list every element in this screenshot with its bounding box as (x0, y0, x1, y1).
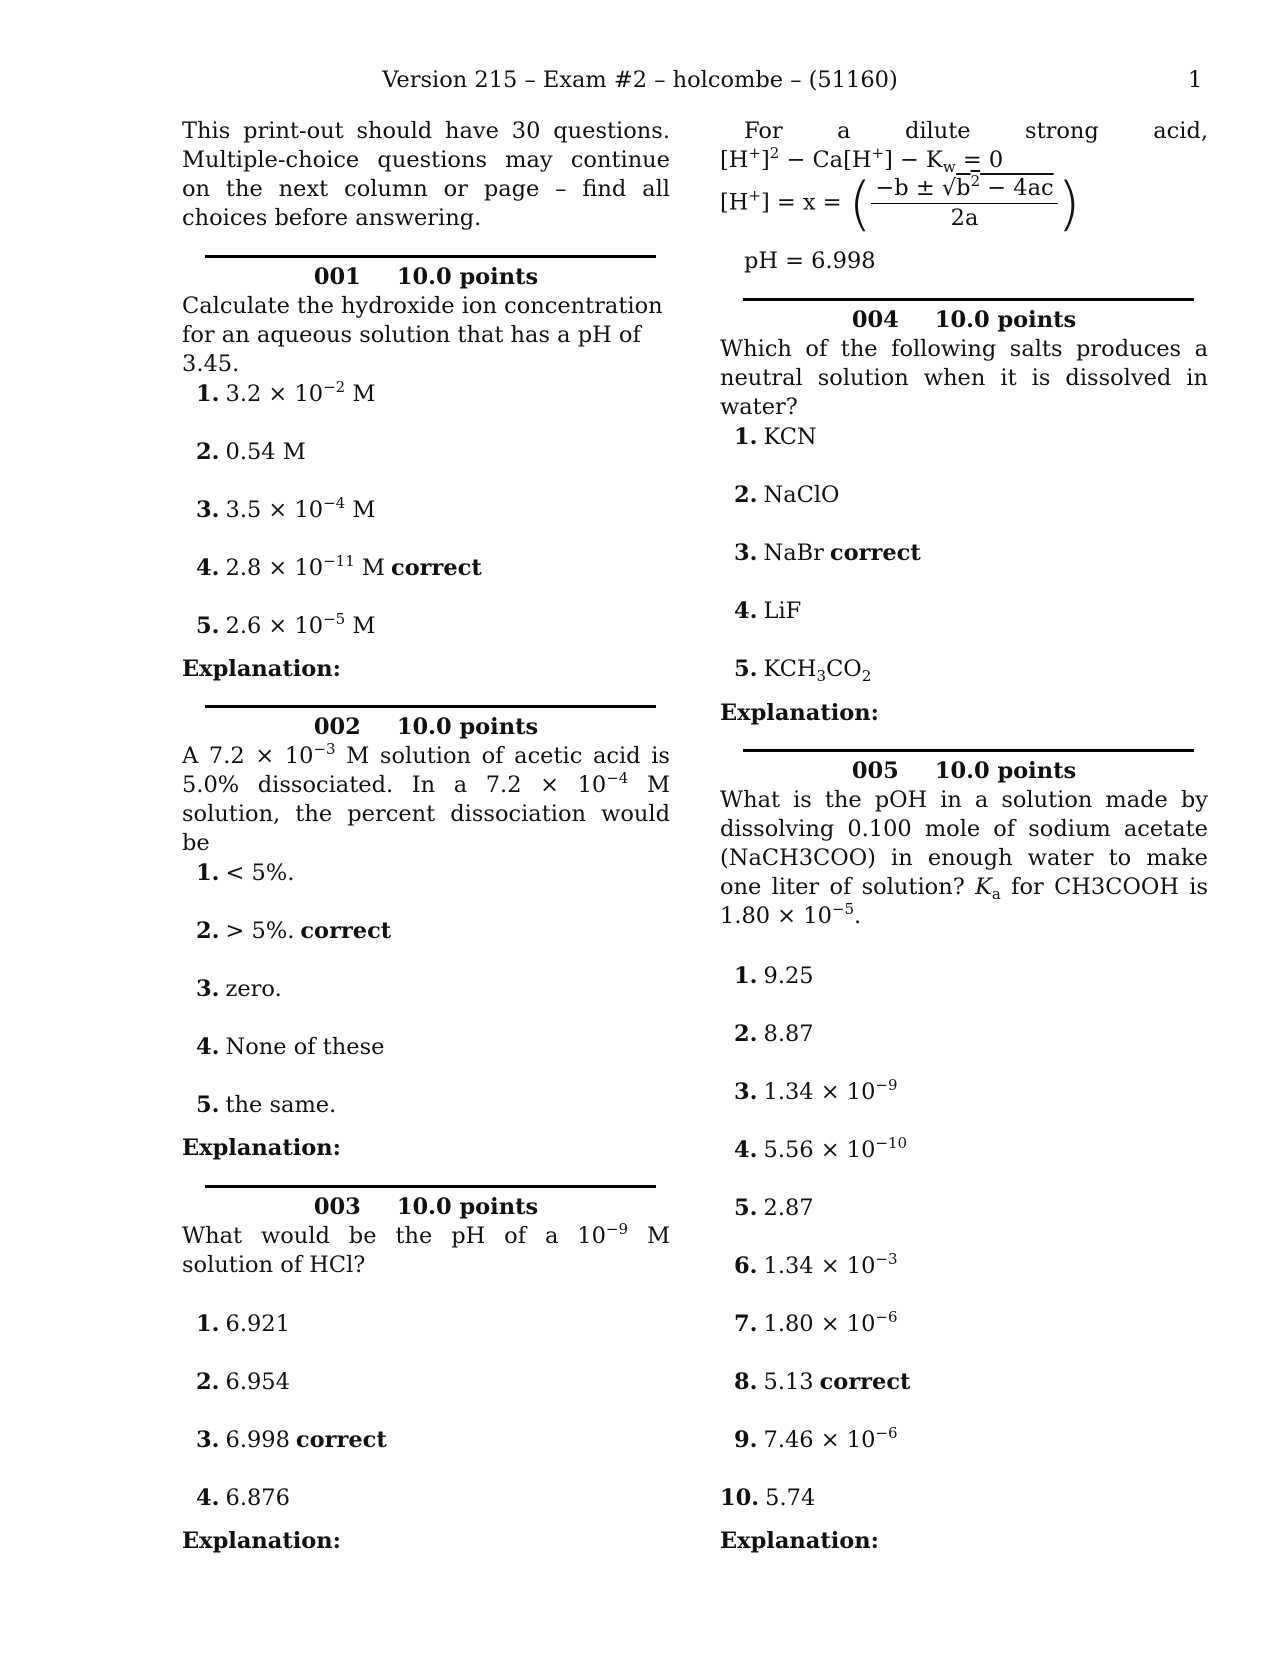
question-002-header (182, 713, 670, 742)
question-001-text: Calculate the hydroxide ion concentration for an aqueous solution that has a pH of 3.45. (182, 293, 663, 377)
correct-marker: correct (829, 540, 921, 566)
q2-choice-4: 4. None of these (196, 1034, 385, 1060)
q5-choice-10: 10. 5.74 (720, 1485, 816, 1511)
q4-choice-2: 2. NaClO (734, 482, 840, 508)
q2-choice-1: 1. < 5%. (196, 860, 295, 886)
question-005-text: What is the pOH in a solution made by dissolving 0.100 mole of sodium acetate (NaCH3COO) in enough water to make one liter of solution? $K_a$ for CH3COOH is $1.80 \times 10^{-5}$. (720, 787, 1209, 929)
q5-choice-9: 9. $7.46 \times 10^{-6}$ (734, 1424, 898, 1453)
q1-choice-4: 4. $2.8 \times 10^{-11}$ M correct (196, 552, 482, 581)
q2-choice-3: 3. zero. (196, 976, 282, 1002)
q2-choice-5: 5. the same. (196, 1092, 337, 1118)
q3-explanation-result: pH = 6.998 (744, 248, 876, 274)
correct-marker: correct (390, 555, 482, 581)
q5-choice-7: 7. $1.80 \times 10^{-6}$ (734, 1308, 898, 1337)
question-number: 003 (313, 1194, 361, 1220)
question-divider (205, 255, 656, 258)
q5-choice-3: 3. $1.34 \times 10^{-9}$ (734, 1076, 898, 1105)
q3-choice-2: 2. 6.954 (196, 1369, 290, 1395)
question-divider (743, 749, 1194, 752)
correct-marker: correct (819, 1369, 911, 1395)
q4-explanation-label: Explanation: (720, 700, 879, 726)
q5-choice-6: 6. $1.34 \times 10^{-3}$ (734, 1250, 898, 1279)
q1-explanation-label: Explanation: (182, 656, 341, 682)
question-points: 10.0 points (396, 714, 539, 740)
q3-choice-4: 4. 6.876 (196, 1485, 290, 1511)
intro-text: This print-out should have 30 questions. Multiple-choice questions may continue on the next column or page – find all choices before answering. (182, 118, 670, 231)
question-003-text: What would be the pH of a $10^{-9}$ M solution of HCl? (182, 1220, 670, 1278)
question-number: 005 (851, 758, 899, 784)
question-001-header (182, 263, 670, 292)
question-002-text: A $7.2 \times 10^{-3}$ M solution of acetic acid is 5.0% dissociated. In a $7.2 \times 10^{-4}$ M solution, the percent dissociation would be (182, 740, 670, 856)
q3-explanation-label: Explanation: (182, 1528, 341, 1554)
question-points: 10.0 points (934, 307, 1077, 333)
q3-choice-3: 3. 6.998 correct (196, 1427, 387, 1453)
correct-marker: correct (300, 918, 392, 944)
question-points: 10.0 points (396, 264, 539, 290)
q5-choice-5: 5. 2.87 (734, 1195, 814, 1221)
q4-choice-4: 4. LiF (734, 598, 802, 624)
question-points: 10.0 points (934, 758, 1077, 784)
question-divider (205, 705, 656, 708)
question-004-text: Which of the following salts produces a neutral solution when it is dissolved in water? (720, 336, 1208, 420)
q1-choice-2: 2. 0.54 M (196, 439, 306, 465)
q5-explanation-label: Explanation: (720, 1528, 879, 1554)
question-number: 001 (313, 264, 361, 290)
question-003-header (182, 1193, 670, 1222)
question-005-header (720, 757, 1208, 786)
q5-choice-1: 1. 9.25 (734, 963, 814, 989)
q4-choice-5: 5. $KCH_3CO_2$ (734, 656, 872, 685)
q5-choice-8: 8. 5.13 correct (734, 1369, 911, 1395)
q4-choice-1: 1. KCN (734, 424, 817, 450)
question-004-header (720, 306, 1208, 335)
q1-choice-3: 3. $3.5 \times 10^{-4}$ M (196, 494, 376, 523)
question-number: 004 (851, 307, 899, 333)
q5-choice-4: 4. $5.56 \times 10^{-10}$ (734, 1134, 908, 1163)
q5-choice-2: 2. 8.87 (734, 1021, 814, 1047)
page-header: Version 215 – Exam #2 – holcombe – (51160) (382, 67, 898, 93)
q2-choice-2: 2. > 5%. correct (196, 918, 392, 944)
question-number: 002 (313, 714, 361, 740)
q1-choice-5: 5. $2.6 \times 10^{-5}$ M (196, 610, 376, 639)
q3-explanation-intro: For a dilute strong acid, (744, 118, 1208, 144)
question-divider (205, 1185, 656, 1188)
question-points: 10.0 points (396, 1194, 539, 1220)
q1-choice-1: 1. $3.2 \times 10^{-2}$ M (196, 378, 376, 407)
q3-choice-1: 1. 6.921 (196, 1311, 290, 1337)
question-divider (743, 298, 1194, 301)
correct-marker: correct (295, 1427, 387, 1453)
page-number: 1 (1188, 67, 1203, 93)
q3-explanation-equation-1: $[H^+]^2 - Ca[H^+] - K_w = 0$ (720, 144, 1004, 176)
quadratic-fraction: $\frac{-b \pm √b^2 - 4ac}{2a}$ (871, 174, 1057, 233)
q2-explanation-label: Explanation: (182, 1135, 341, 1161)
q4-choice-3: 3. NaBr correct (734, 540, 921, 566)
q3-explanation-equation-2: [H+] = x = ( $\frac{-b \pm √b^2 - 4ac}{2a}$ ) (720, 169, 1081, 238)
